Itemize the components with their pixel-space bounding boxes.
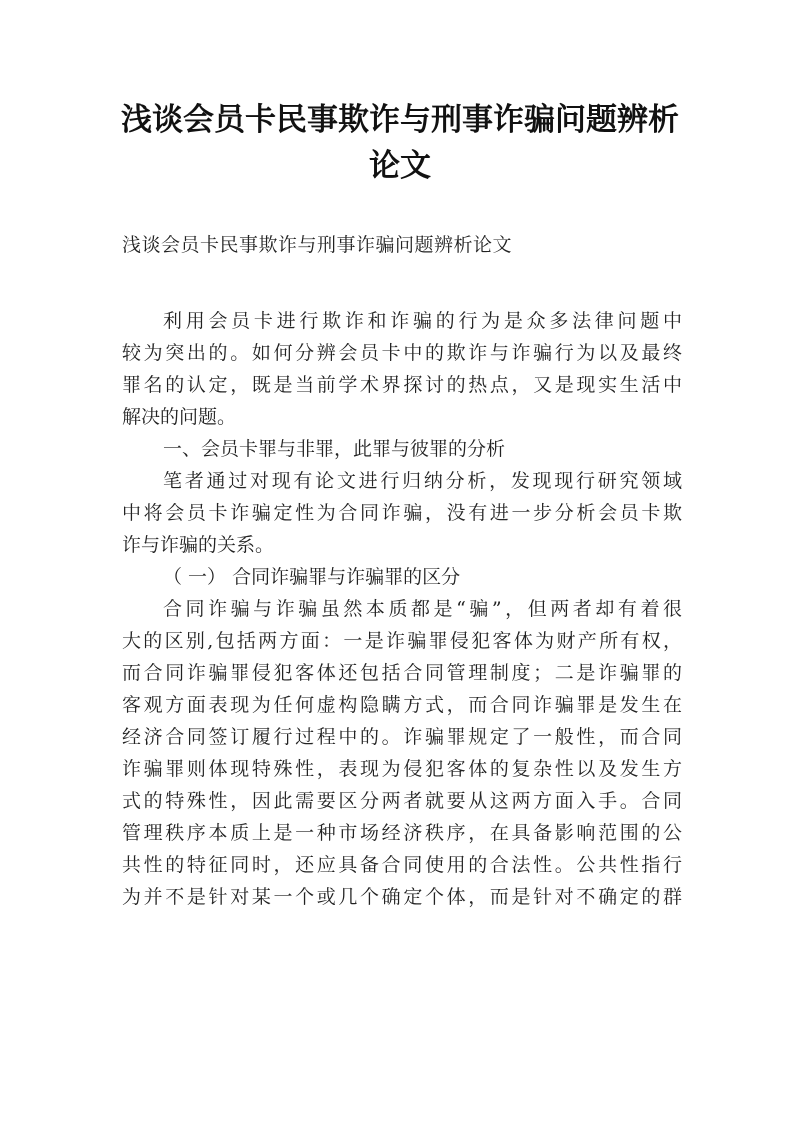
body-line: 诈与诈骗的关系。 <box>122 534 275 556</box>
subsection-heading: （ 一） 合同诈骗罪与诈骗罪的区分 <box>163 566 461 588</box>
body-line: 利用会员卡进行欺诈和诈骗的行为是众多法律问题中 <box>163 310 682 332</box>
document-title-continued: 论文 <box>369 148 431 184</box>
body-line: 大的区别,包括两方面：一是诈骗罪侵犯客体为财产所有权， <box>122 630 682 652</box>
body-line: 经济合同签订履行过程中的。诈骗罪规定了一般性，而合同 <box>122 726 682 748</box>
body-line: 共性的特征同时，还应具备合同使用的合法性。公共性指行 <box>122 854 682 876</box>
body-line: 笔者通过对现有论文进行归纳分析，发现现行研究领域 <box>163 470 682 492</box>
body-line: 合同诈骗与诈骗虽然本质都是“骗”，但两者却有着很 <box>163 598 682 620</box>
body-line: 解决的问题。 <box>122 406 237 428</box>
document-title: 浅谈会员卡民事欺诈与刑事诈骗问题辨析 <box>121 102 679 138</box>
body-line: 中将会员卡诈骗定性为合同诈骗，没有进一步分析会员卡欺 <box>122 502 682 524</box>
body-line: 管理秩序本质上是一种市场经济秩序，在具备影响范围的公 <box>122 822 682 844</box>
body-line: 诈骗罪则体现特殊性，表现为侵犯客体的复杂性以及发生方 <box>122 758 682 780</box>
document-subtitle: 浅谈会员卡民事欺诈与刑事诈骗问题辨析论文 <box>122 234 513 256</box>
body-line: 而合同诈骗罪侵犯客体还包括合同管理制度；二是诈骗罪的 <box>122 662 682 684</box>
body-line: 式的特殊性，因此需要区分两者就要从这两方面入手。合同 <box>122 790 682 812</box>
section-heading: 一、会员卡罪与非罪，此罪与彼罪的分析 <box>163 438 506 460</box>
body-line: 较为突出的。如何分辨会员卡中的欺诈与诈骗行为以及最终 <box>122 342 682 364</box>
body-line: 罪名的认定，既是当前学术界探讨的热点，又是现实生活中 <box>122 374 682 396</box>
body-line: 客观方面表现为任何虚构隐瞒方式，而合同诈骗罪是发生在 <box>122 694 682 716</box>
body-line: 为并不是针对某一个或几个确定个体，而是针对不确定的群 <box>122 886 682 908</box>
